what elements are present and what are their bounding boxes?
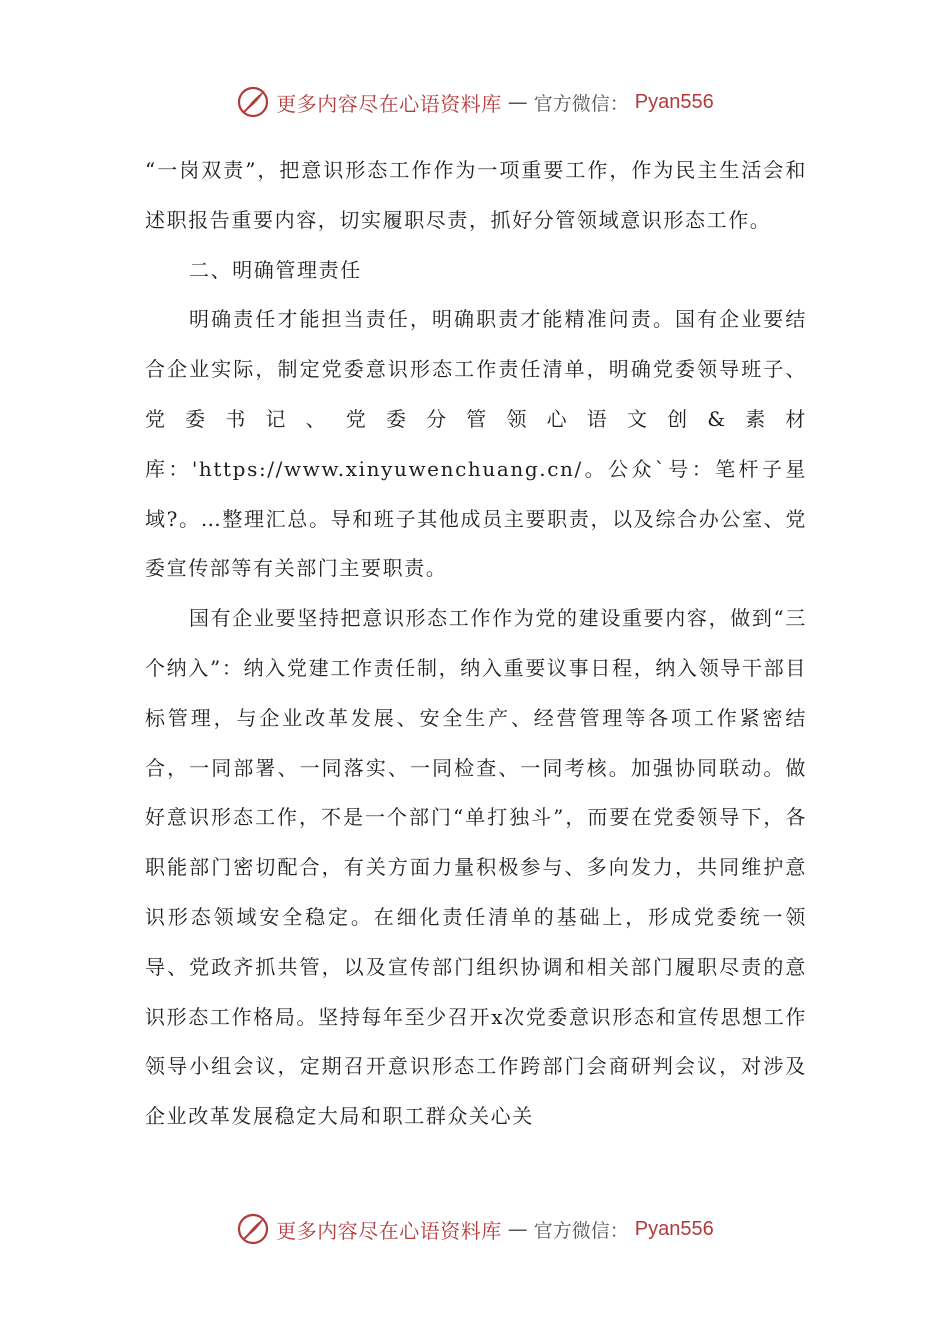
header-banner: [0, 82, 950, 122]
section-heading: 二、明确管理责任: [189, 257, 362, 282]
banner-separator: —: [507, 90, 528, 114]
paragraph-continuation: “一岗双责”，把意识形态工作作为一项重要工作，作为民主生活会和述职报告重要内容，切实履职尽责，抓好分管领域意识形态工作。: [145, 158, 807, 232]
footer-banner: [0, 1209, 950, 1249]
paragraph-responsibility: 明确责任才能担当责任，明确职责才能精准问责。国有企业要结合企业实际，制定党委意识形态工作责任清单，明确党委领导班子、党委书记、党委分管领心语文创&素材库：'https://www.xinyuwenchuang.cn/。公众`号：笔杆子星域?。…整理汇总。导和班子其他成员主要职责，以及综合办公室、党委宣传部等有关部门主要职责。: [145, 307, 807, 581]
quill-logo-icon: [236, 1212, 270, 1246]
paragraph-three-inclusions: 国有企业要坚持把意识形态工作作为党的建设重要内容，做到“三个纳入”：纳入党建工作责任制，纳入重要议事日程，纳入领导干部目标管理，与企业改革发展、安全生产、经营管理等各项工作紧密结合，一同部署、一同落实、一同检查、一同考核。加强协同联动。做好意识形态工作，不是一个部门“单打独斗”，而要在党委领导下，各职能部门密切配合，有关方面力量积极参与、多向发力，共同维护意识形态领域安全稳定。在细化责任清单的基础上，形成党委统一领导、党政齐抓共管，以及宣传部门组织协调和相关部门履职尽责的意识形态工作格局。坚持每年至少召开x次党委意识形态和宣传思想工作领导小组会议，定期召开意识形态工作跨部门会商研判会议，对涉及企业改革发展稳定大局和职工群众关心关: [145, 606, 807, 1129]
quill-logo-icon: [236, 85, 270, 119]
banner-wechat-id: Pyan556: [634, 1217, 714, 1240]
banner-wechat-id: Pyan556: [634, 90, 714, 113]
document-body: [145, 146, 807, 1142]
banner-brand: 更多内容尽在心语资料库: [276, 91, 502, 116]
banner-separator: —: [507, 1217, 528, 1241]
banner-label: 官方微信：: [533, 1219, 629, 1242]
banner-label: 官方微信：: [533, 92, 629, 115]
banner-brand: 更多内容尽在心语资料库: [276, 1218, 502, 1243]
